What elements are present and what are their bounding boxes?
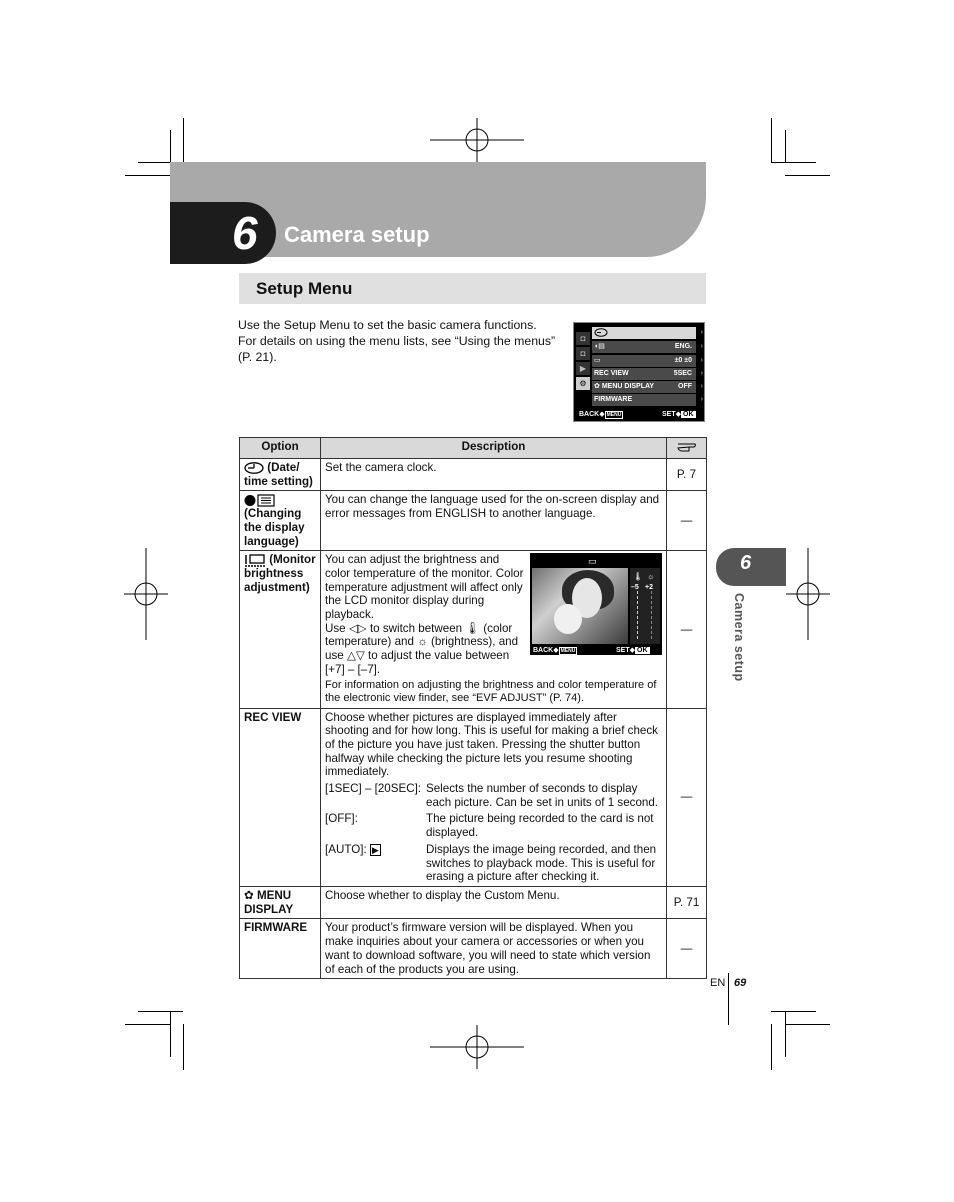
- intro-paragraph: Use the Setup Menu to set the basic camera functions. For details on using the menu lists, see “Using the menus” (P. 21).: [238, 318, 556, 364]
- monitor-icon: ▭: [588, 556, 597, 567]
- monitor-use-text: to adjust the value between [+7] – [–7].: [325, 649, 510, 676]
- description-monitor: [321, 551, 667, 708]
- arrow-right-icon: ›: [700, 370, 703, 377]
- registration-mark: [430, 118, 524, 162]
- rec-view-item: [325, 782, 662, 809]
- arrow-right-icon: ›: [700, 343, 703, 350]
- description-language: You can change the language used for the on-screen display and error messages from ENGLISH to another language.: [321, 491, 667, 551]
- lcd-row-value: 5SEC: [673, 370, 692, 377]
- crop-mark: [183, 118, 184, 162]
- option-firmware: FIRMWARE: [240, 919, 321, 979]
- evf-note: For information on adjusting the brightness and color temperature of the electronic view finder, see “EVF ADJUST” (P. 74).: [325, 678, 657, 705]
- option-label: (Date/ time setting): [244, 461, 313, 488]
- crop-mark: [785, 175, 830, 176]
- language-icon: [244, 494, 276, 507]
- rec-view-item-value: Selects the number of seconds to display each picture. Can be set in units of 1 second.: [426, 782, 659, 809]
- option-label: (Changing the display language): [244, 507, 305, 548]
- table-header-row: [240, 438, 707, 459]
- registration-mark: [430, 1025, 524, 1069]
- menu-button-icon: MENU: [560, 648, 576, 655]
- lcd-row-value: OFF: [678, 383, 692, 390]
- table-row: [240, 459, 707, 491]
- arrow-right-icon: ›: [700, 329, 703, 336]
- chapter-title: Camera setup: [284, 222, 430, 247]
- reference-monitor: —: [667, 551, 707, 708]
- rec-view-item: [325, 843, 662, 884]
- camera-menu-1-icon: ◘: [576, 332, 590, 345]
- table-row: [240, 886, 707, 918]
- option-label: DISPLAY: [244, 902, 294, 916]
- adjust-panel: [630, 568, 660, 644]
- reference-language: —: [667, 491, 707, 551]
- lcd-row-label: REC VIEW: [594, 370, 629, 377]
- description-firmware: Your product’s firmware version will be displayed. When you make inquiries about your camera or accessories or when you want to download software, you will need to state which version of each of the products you are using.: [321, 919, 667, 979]
- crop-mark: [170, 130, 171, 163]
- pointing-hand-icon: [677, 440, 697, 452]
- up-down-arrows-icon: △▽: [346, 649, 365, 663]
- crop-mark: [785, 1011, 786, 1057]
- reference-date: P. 7: [667, 459, 707, 491]
- option-label: MENU: [256, 888, 292, 902]
- monitor-use-text: Use: [325, 621, 346, 635]
- crop-mark: [771, 162, 816, 163]
- thermometer-icon: 🌡: [465, 621, 481, 635]
- camera-menu-2-icon: ◘: [576, 347, 590, 360]
- sun-icon: ☼: [647, 572, 655, 582]
- rec-view-item-key: [OFF]:: [325, 812, 358, 826]
- ok-button-icon: OK: [637, 647, 648, 655]
- rec-view-item-value: Displays the image being recorded, and then switches to playback mode. This is useful for erasing a picture after checking it.: [426, 842, 657, 884]
- color-temp-scale: [637, 591, 639, 639]
- menu-button-icon: MENU: [606, 412, 622, 418]
- reference-menu-display: P. 71: [667, 886, 707, 918]
- back-label: BACK: [579, 411, 600, 418]
- set-label: SET: [662, 411, 676, 418]
- lcd-row-rec-view: [592, 368, 703, 380]
- table-row: [240, 919, 707, 979]
- brightness-scale: [651, 591, 653, 639]
- table-row: [240, 708, 707, 886]
- header-option: Option: [240, 438, 321, 459]
- footer-divider: [728, 973, 729, 1025]
- setup-menu-screen: [573, 322, 705, 422]
- crop-mark: [125, 1024, 170, 1025]
- crop-mark: [771, 1011, 816, 1012]
- description-rec-view: [321, 708, 667, 886]
- monitor-adjust-screen: [530, 553, 662, 655]
- playback-icon: ▶: [371, 844, 379, 855]
- crop-mark: [785, 1024, 830, 1025]
- clock-icon: [244, 462, 264, 474]
- lcd-row-firmware: [592, 394, 703, 406]
- side-chapter-number: 6: [740, 552, 752, 574]
- ok-button-icon: OK: [683, 411, 694, 418]
- photo-set-hint: SET◆ OK: [616, 647, 648, 655]
- lcd-back-hint: BACK◆ MENU: [579, 411, 622, 418]
- rec-view-item-key: [1SEC] – [20SEC]:: [325, 782, 422, 796]
- lcd-row-date: [592, 327, 703, 339]
- language-icon: ◖▤: [594, 343, 605, 350]
- reference-firmware: —: [667, 919, 707, 979]
- description-date: Set the camera clock.: [321, 459, 667, 491]
- option-date: [240, 459, 321, 491]
- description-menu-display: Choose whether to display the Custom Menu.: [321, 886, 667, 918]
- sun-icon: ☼: [417, 635, 428, 649]
- option-rec-view: REC VIEW: [240, 708, 321, 886]
- lcd-row-menu-display: [592, 381, 703, 393]
- crop-mark: [170, 1011, 171, 1057]
- chapter-number-tab: [170, 202, 276, 264]
- registration-mark: [124, 548, 168, 640]
- reference-rec-view: —: [667, 708, 707, 886]
- side-chapter-label: Camera setup: [732, 593, 746, 682]
- footer-language: EN: [710, 977, 726, 989]
- crop-mark: [771, 1024, 772, 1070]
- arrow-right-icon: ›: [700, 383, 703, 390]
- registration-mark: [786, 548, 830, 640]
- rec-view-item-key: [325, 843, 426, 884]
- photo-back-hint: BACK◆ MENU: [533, 647, 576, 655]
- page-number: 69: [734, 977, 747, 989]
- option-language: [240, 491, 321, 551]
- arrow-right-icon: ›: [700, 357, 703, 364]
- crop-mark: [771, 118, 772, 162]
- lcd-row-language: [592, 341, 703, 353]
- clock-icon: [594, 328, 608, 337]
- monitor-description-text: You can adjust the brightness and color temperature of the monitor. Color temperature adjustment will affect only the LCD monitor display during playback.: [325, 553, 524, 622]
- playback-menu-icon: ▶: [576, 362, 590, 375]
- monitor-use-text: (color temperature) and: [325, 621, 513, 649]
- monitor-use-text: (brightness), and use: [325, 635, 519, 663]
- rec-view-text: Choose whether pictures are displayed immediately after shooting and for how long. This is useful for making a brief check of the picture you have just taken. Pressing the shutter button halfway while checking the picture lets you resume shooting immediately.: [325, 710, 658, 779]
- monitor-icon: ▭: [594, 357, 601, 364]
- table-row: [240, 551, 707, 708]
- chapter-number: 6: [232, 207, 258, 259]
- crop-mark: [785, 130, 786, 163]
- lcd-row-monitor: [592, 355, 703, 367]
- custom-menu-icon: ✿: [594, 383, 600, 390]
- thermometer-icon: 🌡: [633, 572, 644, 582]
- lcd-set-hint: SET◆ OK: [662, 411, 694, 418]
- crop-mark: [125, 175, 170, 176]
- custom-menu-icon: ✿: [244, 888, 254, 902]
- brightness-value: +2: [645, 584, 653, 592]
- setup-menu-table: [239, 437, 707, 979]
- auto-key-label: [AUTO]:: [325, 842, 367, 856]
- set-label: SET: [616, 647, 630, 655]
- monitor-brightness-icon: [244, 554, 266, 567]
- setup-menu-icon: ⚙: [576, 377, 590, 390]
- mother-child-photo: [532, 568, 628, 644]
- header-reference: [667, 438, 707, 459]
- table-row: [240, 491, 707, 551]
- section-title: Setup Menu: [256, 279, 353, 298]
- photo-shape: [554, 604, 582, 634]
- lcd-row-label: FIRMWARE: [594, 396, 633, 403]
- lcd-row-value: ±0 ±0: [674, 357, 692, 364]
- option-label: (Monitor brightness adjustment): [244, 553, 316, 594]
- rec-view-item-value: The picture being recorded to the card is not displayed.: [426, 812, 654, 840]
- left-right-arrows-icon: ◁▷: [348, 621, 367, 635]
- monitor-use-text: to switch between: [369, 621, 463, 635]
- rec-view-item: [325, 812, 662, 839]
- lcd-row-value: ENG.: [674, 343, 692, 350]
- option-monitor: [240, 551, 321, 708]
- crop-mark: [138, 1011, 183, 1012]
- crop-mark: [183, 1024, 184, 1070]
- back-label: BACK: [533, 647, 554, 655]
- arrow-right-icon: ›: [700, 396, 703, 403]
- option-menu-display: [240, 886, 321, 918]
- header-description: Description: [321, 438, 667, 459]
- lcd-row-label: MENU DISPLAY: [601, 383, 655, 390]
- color-temp-value: –5: [631, 584, 639, 592]
